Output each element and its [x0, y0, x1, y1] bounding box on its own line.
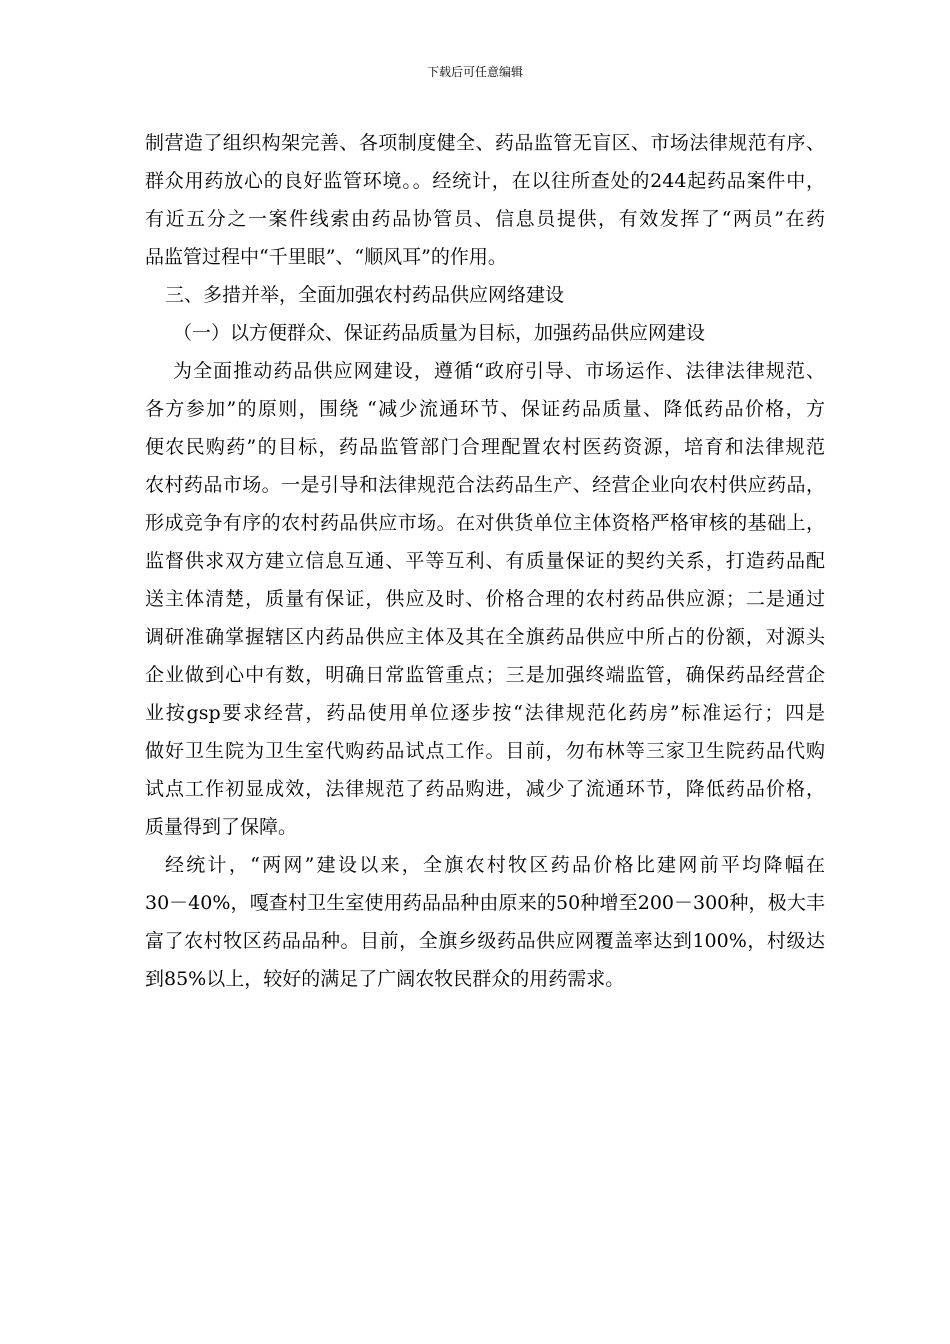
- text-line: 富了农村牧区药品品种。目前，全旗乡级药品供应网覆盖率达到100%，村级达: [145, 930, 825, 952]
- text-line: 送主体清楚，质量有保证，供应及时、价格合理的农村药品供应源；二是通过: [145, 588, 825, 610]
- text-line: 业按gsp要求经营，药品使用单位逐步按“法律规范化药房”标准运行；四是: [145, 702, 825, 724]
- text-line: 监督供求双方建立信息互通、平等互利、有质量保证的契约关系，打造药品配: [145, 550, 825, 572]
- text-line: 品监管过程中“千里眼”、“顺风耳”的作用。: [145, 246, 507, 268]
- text-line: 做好卫生院为卫生室代购药品试点工作。目前，勿布林等三家卫生院药品代购: [145, 740, 825, 762]
- paragraph-continuation: [145, 124, 825, 276]
- section-heading: 三、多措并举，全面加强农村药品供应网络建设: [165, 284, 565, 306]
- text-line: 质量得到了保障。: [145, 816, 298, 838]
- subsection-heading: （一）以方便群众、保证药品质量为目标，加强药品供应网建设: [173, 322, 706, 344]
- text-line: 农村药品市场。一是引导和法律规范合法药品生产、经营企业向农村供应药品，: [145, 474, 825, 496]
- document-body: [145, 124, 825, 998]
- text-line: 形成竞争有序的农村药品供应市场。在对供货单位主体资格严格审核的基础上，: [145, 512, 825, 534]
- text-line: 群众用药放心的良好监管环境。。经统计，在以往所查处的244起药品案件中，: [145, 170, 825, 192]
- text-line: 30－40%，嘎查村卫生室使用药品品种由原来的50种增至200－300种，极大丰: [145, 892, 825, 914]
- text-line: 有近五分之一案件线索由药品协管员、信息员提供，有效发挥了“两员”在药: [145, 208, 825, 230]
- paragraph-statistics: [145, 846, 825, 998]
- text-line: 经统计，“两网”建设以来，全旗农村牧区药品价格比建网前平均降幅在: [165, 854, 825, 876]
- text-line: 各方参加”的原则，围绕 “减少流通环节、保证药品质量、降低药品价格，方: [145, 398, 825, 420]
- text-line: 到85%以上，较好的满足了广阔农牧民群众的用药需求。: [145, 968, 625, 990]
- paragraph-supply-network: [145, 352, 825, 846]
- text-line: 调研准确掌握辖区内药品供应主体及其在全旗药品供应中所占的份额，对源头: [145, 626, 825, 648]
- text-line: 制营造了组织构架完善、各项制度健全、药品监管无盲区、市场法律规范有序、: [145, 132, 825, 154]
- text-line: 企业做到心中有数，明确日常监管重点；三是加强终端监管，确保药品经营企: [145, 664, 825, 686]
- page-header: 下载后可任意编辑: [426, 65, 523, 79]
- text-line: 便农民购药”的目标，药品监管部门合理配置农村医药资源，培育和法律规范: [145, 436, 825, 458]
- text-line: 试点工作初显成效，法律规范了药品购进，减少了流通环节，降低药品价格，: [145, 778, 825, 800]
- text-line: 为全面推动药品供应网建设，遵循“政府引导、市场运作、法律法律规范、: [173, 360, 825, 382]
